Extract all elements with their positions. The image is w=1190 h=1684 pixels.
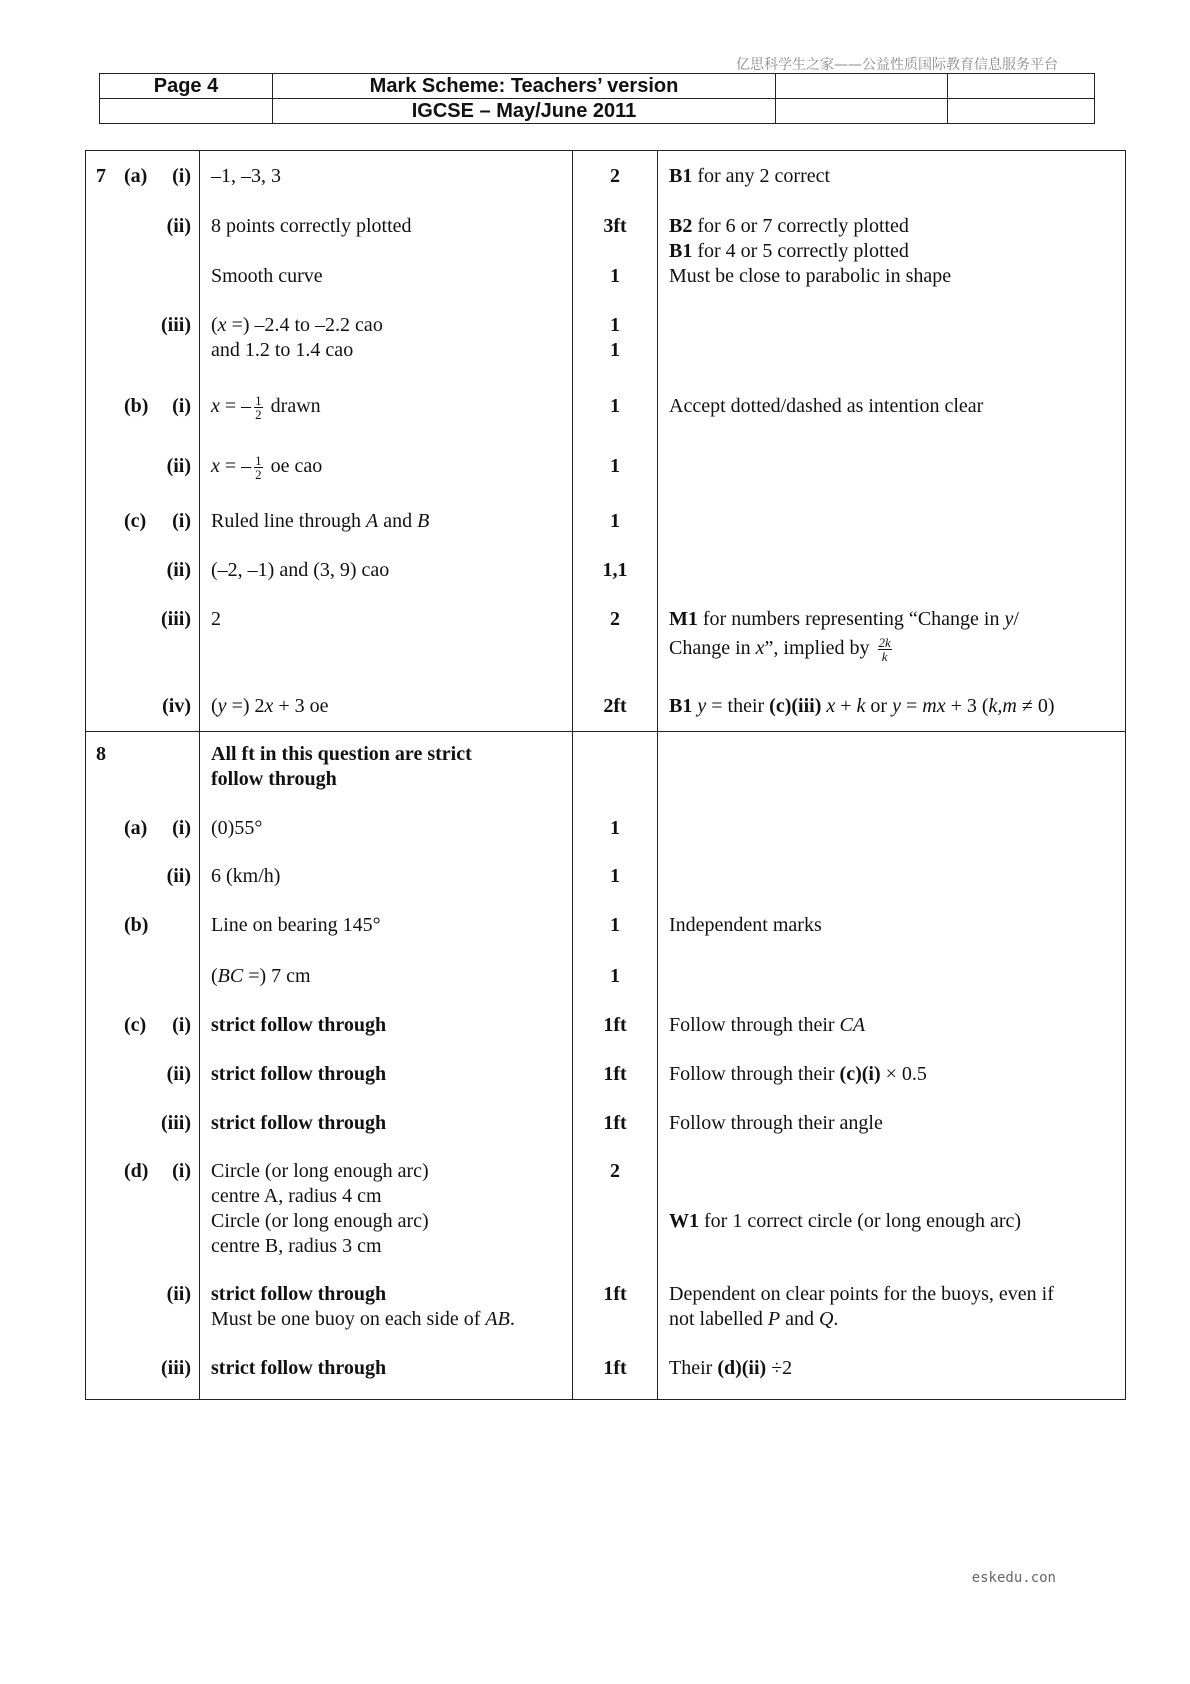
marks-column xyxy=(573,151,658,732)
subpart-label: (ii) xyxy=(166,455,191,477)
marks-value: 1 xyxy=(610,510,620,532)
marks-value: 1 xyxy=(610,395,620,417)
subpart-label: (iii) xyxy=(161,608,191,630)
subpart-label: (ii) xyxy=(166,215,191,237)
marks-value: 1 xyxy=(610,455,620,477)
subpart-label: (i) xyxy=(172,1160,191,1182)
marks-value: 1ft xyxy=(603,1063,627,1085)
marks-value: 1 xyxy=(610,865,620,887)
marks-value: 2 xyxy=(610,1160,620,1182)
answer-text: centre A, radius 4 cm xyxy=(211,1185,382,1207)
guidance-text: B1 for any 2 correct xyxy=(669,165,831,187)
watermark-text: 亿思科学生之家——公益性质国际教育信息服务平台 xyxy=(736,57,1058,73)
marks-value: 1ft xyxy=(603,1283,627,1305)
marks-value: 1 xyxy=(610,965,620,987)
subpart-label: (i) xyxy=(172,395,191,417)
header-blank-cell xyxy=(776,74,948,99)
answer-text: centre B, radius 3 cm xyxy=(211,1235,382,1257)
answer-text: (–2, –1) and (3, 9) cao xyxy=(211,559,390,581)
question-intro: All ft in this question are strict xyxy=(211,743,472,765)
guidance-column xyxy=(658,151,1126,732)
marks-column xyxy=(573,732,658,1400)
fraction: $\frac{1}{2}$ xyxy=(255,393,262,422)
answer-column xyxy=(200,732,573,1400)
question-number-column xyxy=(86,732,200,1400)
answer-text: x = – $\frac{1}{2}$ oe cao xyxy=(211,453,323,482)
subpart-label: (ii) xyxy=(166,1063,191,1085)
part-label: (c) xyxy=(124,510,147,532)
guidance-text: B2 for 6 or 7 correctly plotted xyxy=(669,215,909,237)
answer-text: 2 xyxy=(211,608,221,630)
marks-value: 1 xyxy=(610,314,620,336)
guidance-text: Follow through their CA xyxy=(669,1014,866,1036)
question-intro: follow through xyxy=(211,768,337,790)
marks-value: 2 xyxy=(610,165,620,187)
guidance-text: not labelled P and Q. xyxy=(669,1308,839,1330)
answer-text: Line on bearing 145° xyxy=(211,914,381,936)
answer-text: and 1.2 to 1.4 cao xyxy=(211,339,354,361)
answer-text: Circle (or long enough arc) xyxy=(211,1160,429,1182)
marks-value: 2 xyxy=(610,608,620,630)
guidance-text: Dependent on clear points for the buoys, even if xyxy=(669,1283,1054,1305)
document-title: Mark Scheme: Teachers’ version xyxy=(273,74,776,99)
part-label: (d) xyxy=(124,1160,149,1182)
marks-value: 3ft xyxy=(603,215,627,237)
answer-text: Smooth curve xyxy=(211,265,323,287)
subpart-label: (ii) xyxy=(166,1283,191,1305)
subpart-label: (iii) xyxy=(161,1357,191,1379)
answer-text: (0)55° xyxy=(211,817,263,839)
mark-scheme-table xyxy=(85,150,1126,1400)
subpart-label: (iii) xyxy=(161,1112,191,1134)
guidance-text: Accept dotted/dashed as intention clear xyxy=(669,395,984,417)
answer-text: strict follow through xyxy=(211,1112,387,1134)
part-label: (a) xyxy=(124,817,148,839)
marks-value: 1,1 xyxy=(602,559,628,581)
answer-text: (y =) 2x + 3 oe xyxy=(211,695,329,717)
marks-value: 2ft xyxy=(603,695,627,717)
subpart-label: (i) xyxy=(172,510,191,532)
fraction: $\frac{1}{2}$ xyxy=(255,453,262,482)
answer-text: 8 points correctly plotted xyxy=(211,215,412,237)
answer-text: strict follow through xyxy=(211,1014,387,1036)
answer-text: 6 (km/h) xyxy=(211,865,281,887)
marks-value: 1 xyxy=(610,265,620,287)
header-blank-cell xyxy=(100,99,273,124)
question-number-column xyxy=(86,151,200,732)
guidance-text: W1 for 1 correct circle (or long enough arc) xyxy=(669,1210,1022,1232)
marks-value: 1 xyxy=(610,339,620,361)
answer-text: Circle (or long enough arc) xyxy=(211,1210,429,1232)
guidance-text: Follow through their (c)(i) × 0.5 xyxy=(669,1063,927,1085)
answer-text: (x =) –2.4 to –2.2 cao xyxy=(211,314,383,336)
answer-text: x = – $\frac{1}{2}$ drawn xyxy=(211,393,321,422)
answer-text: (BC =) 7 cm xyxy=(211,965,311,987)
guidance-text: B1 y = their (c)(iii) x + k or y = mx + 3 (k,m ≠ 0) xyxy=(669,695,1055,717)
answer-text: Ruled line through A and B xyxy=(211,510,430,532)
answer-text: Must be one buoy on each side of AB. xyxy=(211,1308,515,1330)
marks-value: 1 xyxy=(610,914,620,936)
header-blank-cell xyxy=(948,99,1095,124)
exam-session: IGCSE – May/June 2011 xyxy=(273,99,776,124)
guidance-text: Their (d)(ii) ÷2 xyxy=(669,1357,793,1379)
part-label: (a) xyxy=(124,165,148,187)
subpart-label: (i) xyxy=(172,1014,191,1036)
subpart-label: (iii) xyxy=(161,314,191,336)
marks-value: 1ft xyxy=(603,1112,627,1134)
question-number: 7 xyxy=(96,165,106,187)
guidance-text: Change in x”, implied by $\frac{2k}{k}$ xyxy=(669,635,891,664)
part-label: (b) xyxy=(124,914,149,936)
guidance-text: Independent marks xyxy=(669,914,822,936)
guidance-text: B1 for 4 or 5 correctly plotted xyxy=(669,240,909,262)
question-8-row xyxy=(86,732,1126,1400)
subpart-label: (ii) xyxy=(166,865,191,887)
marks-value: 1ft xyxy=(603,1014,627,1036)
guidance-text: Follow through their angle xyxy=(669,1112,883,1134)
answer-column xyxy=(200,151,573,732)
answer-text: strict follow through xyxy=(211,1283,387,1305)
subpart-label: (iv) xyxy=(162,695,191,717)
answer-text: –1, –3, 3 xyxy=(211,165,281,187)
header-blank-cell xyxy=(948,74,1095,99)
answer-text: strict follow through xyxy=(211,1063,387,1085)
fraction: $\frac{2k}{k}$ xyxy=(878,635,891,664)
subpart-label: (ii) xyxy=(166,559,191,581)
page-number: Page 4 xyxy=(100,74,273,99)
question-7-row xyxy=(86,151,1126,732)
header-blank-cell xyxy=(776,99,948,124)
footer-text: eskedu.con xyxy=(971,1570,1056,1586)
guidance-text: Must be close to parabolic in shape xyxy=(669,265,952,287)
marks-value: 1ft xyxy=(603,1357,627,1379)
page-header xyxy=(99,73,1095,124)
part-label: (c) xyxy=(124,1014,147,1036)
subpart-label: (i) xyxy=(172,165,191,187)
subpart-label: (i) xyxy=(172,817,191,839)
marks-value: 1 xyxy=(610,817,620,839)
answer-text: strict follow through xyxy=(211,1357,387,1379)
part-label: (b) xyxy=(124,395,149,417)
guidance-column xyxy=(658,732,1126,1400)
question-number: 8 xyxy=(96,743,106,765)
guidance-text: M1 for numbers representing “Change in y/ xyxy=(669,608,1019,630)
